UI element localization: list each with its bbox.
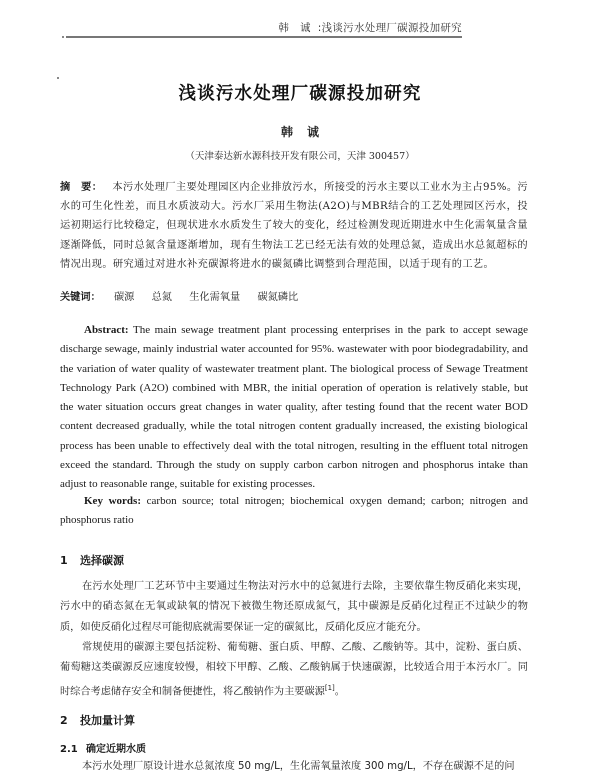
paragraph: 在污水处理厂工艺环节中主要通过生物法对污水中的总氮进行去除，主要依靠生物反硝化来实现，污水中的硝态氮在无氧或缺氧的情况下被微生物还原成氮气，其中碳源是反硝化过程正不过缺少的物质，如使反硝化过程尽可能彻底就需要保证一定的碳氮比，反硝化反应才能充分。 — [60, 581, 528, 633]
abstract-text: 本污水处理厂主要处理园区内企业排放污水，所接受的污水主要以工业水为主占95%。污水的可生化性差，而且水质波动大。污水厂采用生物法(A2O)与MBR结合的工艺处理园区污水，投运初期运行比较稳定，但现状进水水质发生了较大的变化，经过检测发现近期进水中生化需氧量含量逐渐降低，同时总氮含量逐渐增加，现有生物法工艺已经无法有效的处理总氮，造成出水总氮超标的情况出现。研究通过对进水补充碳源将进水的碳氮磷比调整到合理范围，以适于现有的工艺。 — [60, 182, 528, 270]
section-title: 选择碳源 — [80, 554, 124, 567]
section-1-body — [60, 577, 528, 703]
paragraph: 常规使用的碳源主要包括淀粉、葡萄糖、蛋白质、甲醇、乙酸、乙酸钠等。其中，淀粉、蛋白质、葡萄糖这类碳源反应速度较慢，相较下甲醇、乙酸、乙酸钠属于快速碳源，比较适合用于本污水厂。同时综合考虑储存安全和制备便捷性，将乙酸钠作为主要碳源[1]。 — [60, 641, 528, 698]
scan-artifact — [62, 36, 64, 38]
section-heading-2 — [60, 712, 135, 728]
running-head-author: 韩 诚 — [278, 22, 311, 34]
keyword: 碳源 — [114, 292, 135, 303]
section-number: 1 — [60, 554, 68, 567]
paper-title: 浅谈污水处理厂碳源投加研究 — [178, 84, 422, 104]
author-affiliation: （天津泰达新水源科技开发有限公司，天津 300457） — [185, 151, 415, 162]
keyword: 总氮 — [151, 292, 172, 303]
abstract-text-en: The main sewage treatment plant processing enterprises in the park to accept sewage discharge sewage, mainly industrial water accounted for 95%. wastewater with poor biodegradability, and the variation of water quality of wastewater treatment plant. The biological process of Sewage Treatment Technology Park (A2O) combined with MBR, the initial operation of operation is relatively stable, but the water situation occurs great changes in water quality, after testing found that the recent water BOD content decreased gradually, while the total nitrogen content gradually increased, the existing biological process has been unable to effectively deal with the total nitrogen, resulting in the effluent total nitrogen exceed the standard. Through the study on supply carbon carbon nitrogen and phosphorus intake than adjust to reasonable range, suitable for existing processes. — [60, 324, 528, 491]
english-abstract — [60, 321, 528, 495]
keyword: 生化需氧量 — [189, 292, 241, 303]
subsection-heading-2-1 — [60, 740, 146, 755]
keywords-text-en: carbon source; total nitrogen; biochemical oxygen demand; carbon; nitrogen and phosphorus ratio — [60, 495, 528, 527]
running-head-title: :浅谈污水处理厂碳源投加研究 — [317, 22, 462, 34]
subsection-title: 确定近期水质 — [86, 744, 146, 755]
english-keywords — [60, 492, 528, 531]
chinese-abstract — [60, 178, 528, 274]
section-heading-1 — [60, 552, 124, 568]
section-2-1-body — [60, 757, 528, 777]
keywords-label-en: Key words: — [84, 495, 141, 507]
section-title: 投加量计算 — [80, 714, 135, 727]
section-number: 2 — [60, 714, 68, 727]
abstract-label: 摘 要： — [60, 182, 103, 193]
chinese-keywords — [60, 288, 528, 303]
header-rule — [66, 36, 462, 38]
running-head — [66, 20, 462, 35]
scan-artifact — [57, 77, 59, 79]
abstract-label-en: Abstract: — [84, 324, 129, 336]
keywords-label: 关键词： — [60, 292, 101, 303]
keyword: 碳氮磷比 — [257, 292, 299, 303]
paragraph: 本污水处理厂原设计进水总氮浓度 50 mg/L，生化需氧量浓度 300 mg/L，不存在碳源不足的问 — [82, 761, 515, 772]
subsection-number: 2.1 — [60, 744, 78, 755]
citation: [1] — [324, 684, 335, 693]
author-name: 韩诚 — [280, 125, 333, 139]
